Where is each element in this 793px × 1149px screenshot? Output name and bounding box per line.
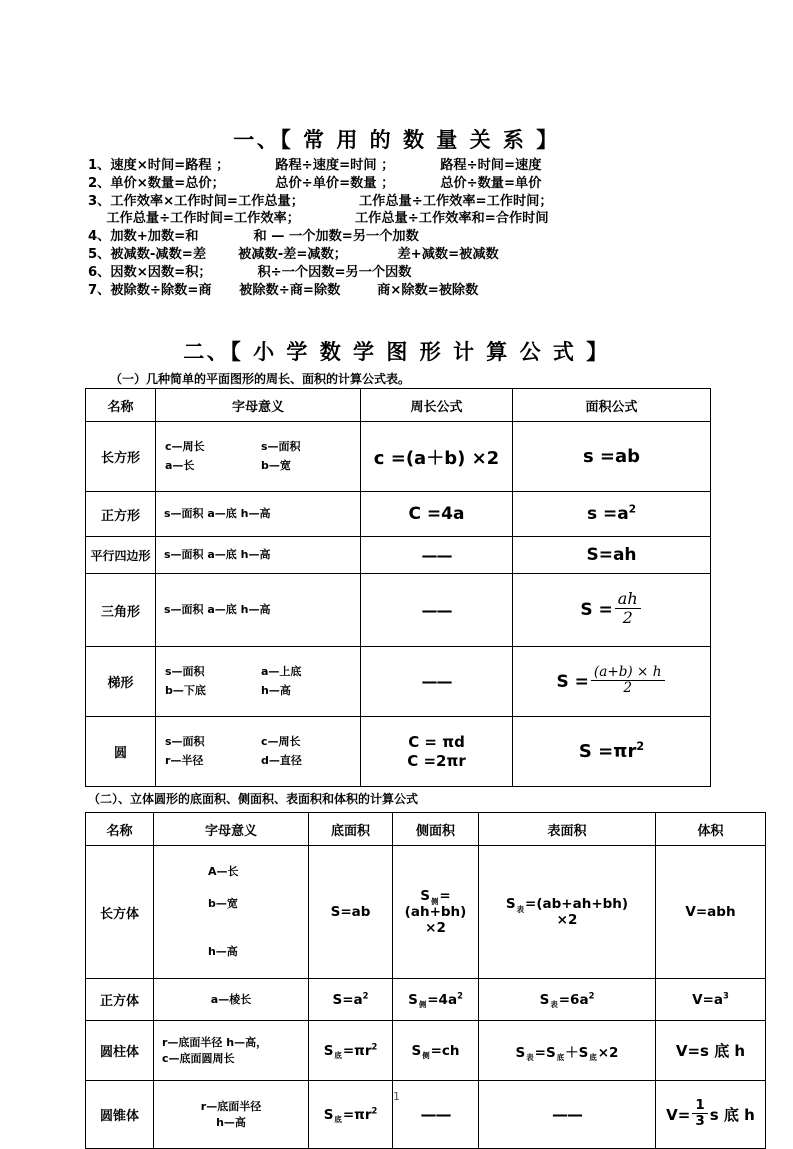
base-area-base: S=a bbox=[332, 991, 363, 1008]
side-area-formula bbox=[393, 979, 479, 1021]
fraction-denominator: 3 bbox=[695, 1112, 705, 1129]
table-2-caption: （二）、立体圆形的底面积、侧面积、表面积和体积的计算公式 bbox=[88, 792, 419, 806]
plane-figure-formula-table bbox=[85, 388, 711, 787]
subscript-surface: 表 bbox=[516, 904, 525, 914]
surface-symbol: S bbox=[505, 896, 516, 912]
surface-expression: =(ab+ah+bh) bbox=[525, 896, 629, 912]
table-header-row bbox=[86, 813, 766, 846]
table-row bbox=[86, 717, 711, 787]
perimeter-line-1: C = πd bbox=[408, 732, 465, 751]
solid-name: 长方体 bbox=[86, 846, 154, 979]
fraction-denominator: 2 bbox=[623, 679, 633, 696]
surface-area-formula: —— bbox=[479, 1081, 656, 1149]
surface-expression: =S bbox=[534, 1044, 556, 1061]
volume-base: V=a bbox=[692, 991, 724, 1008]
volume-rest: s 底 h bbox=[709, 1106, 755, 1124]
side-expression: =ch bbox=[430, 1042, 460, 1059]
letter-meaning-cell bbox=[154, 1021, 309, 1081]
table-row bbox=[86, 574, 711, 647]
subscript-side: 侧 bbox=[422, 1051, 430, 1061]
surface-expression-2: ＋S bbox=[565, 1044, 589, 1061]
table-row bbox=[86, 537, 711, 574]
volume-lhs: V= bbox=[666, 1105, 691, 1124]
letter-meaning-cell bbox=[156, 422, 361, 492]
relation-line: 1、速度×时间=路程 ； 路程÷速度=时间 ； 路程÷时间=速度 bbox=[88, 158, 542, 173]
column-header-volume: 体积 bbox=[656, 813, 766, 846]
perimeter-formula: —— bbox=[361, 574, 513, 647]
meaning-item: h—高 bbox=[207, 945, 238, 958]
subscript-side: 侧 bbox=[431, 896, 439, 906]
meaning-item: A—长 bbox=[207, 865, 239, 878]
perimeter-formula: —— bbox=[361, 537, 513, 574]
side-symbol: S bbox=[420, 888, 430, 904]
side-expression: =4a bbox=[427, 991, 458, 1008]
base-area-formula: S=ab bbox=[309, 846, 393, 979]
meaning-item: s—面积 a—底 h—高 bbox=[164, 548, 271, 561]
area-formula: S=ah bbox=[513, 537, 711, 574]
fraction bbox=[591, 665, 665, 697]
section-2-title: 二、【 小 学 数 学 图 形 计 算 公 式 】 bbox=[183, 340, 610, 364]
subscript-base: 底 bbox=[334, 1115, 342, 1125]
letter-meaning-cell bbox=[154, 846, 309, 979]
table-row bbox=[86, 979, 766, 1021]
meaning-item: b—宽 bbox=[261, 459, 291, 472]
exponent: 2 bbox=[636, 740, 645, 753]
meaning-item: s—面积 bbox=[261, 440, 301, 453]
relation-line: 5、被减数-减数=差 被减数-差=减数； 差+减数=被减数 bbox=[88, 246, 499, 262]
surface-area-formula bbox=[479, 979, 656, 1021]
figure-name: 平行四边形 bbox=[86, 537, 156, 574]
surface-symbol: S bbox=[515, 1044, 526, 1061]
meaning-item: s—面积 a—底 h—高 bbox=[164, 603, 271, 616]
fraction-numerator: ah bbox=[615, 590, 641, 609]
volume-formula: V=abh bbox=[656, 846, 766, 979]
meaning-line-1: r—底面半径 bbox=[200, 1099, 262, 1113]
letter-meaning-cell bbox=[156, 537, 361, 574]
figure-name: 梯形 bbox=[86, 647, 156, 717]
perimeter-line-2: C =2πr bbox=[407, 751, 466, 770]
perimeter-formula: —— bbox=[361, 647, 513, 717]
relation-line: 4、加数+加数=和 和 — 一个加数=另一个加数 bbox=[88, 229, 419, 245]
relation-line: 3、工作效率×工作时间=工作总量； 工作总量÷工作效率=工作时间； bbox=[88, 193, 553, 209]
letter-meaning-cell bbox=[156, 492, 361, 537]
perimeter-formula: C =4a bbox=[361, 492, 513, 537]
subscript-base-2: 底 bbox=[589, 1053, 597, 1063]
table-1-caption: （一）几种简单的平面图形的周长、面积的计算公式表。 bbox=[110, 372, 411, 386]
relation-line: 工作总量÷工作时间=工作效率； 工作总量÷工作效率和=合作时间 bbox=[88, 211, 549, 227]
solid-name: 圆柱体 bbox=[86, 1021, 154, 1081]
column-header-side-area: 侧面积 bbox=[393, 813, 479, 846]
area-formula bbox=[513, 647, 711, 717]
side-symbol: S bbox=[411, 1042, 422, 1059]
subscript-base: 底 bbox=[334, 1051, 342, 1061]
exponent: 2 bbox=[628, 503, 637, 516]
area-base: s =a bbox=[586, 504, 629, 524]
column-header-surface-area: 表面积 bbox=[479, 813, 656, 846]
exponent: 2 bbox=[362, 990, 369, 1000]
letter-meaning-cell bbox=[156, 647, 361, 717]
table-header-row bbox=[86, 389, 711, 422]
subscript-base-1: 底 bbox=[556, 1053, 565, 1063]
side-expression: =(ah+bh) ×2 bbox=[404, 888, 467, 936]
surface-expression-3: ×2 bbox=[597, 1044, 619, 1061]
base-expression: =πr bbox=[342, 1106, 372, 1123]
base-area-formula bbox=[309, 1021, 393, 1081]
section-1-title: 一、【 常 用 的 数 量 关 系 】 bbox=[233, 128, 560, 152]
exponent: 2 bbox=[371, 1041, 378, 1051]
surface-line-2: ×2 bbox=[556, 912, 578, 928]
perimeter-formula bbox=[361, 717, 513, 787]
subscript-surface: 表 bbox=[550, 1000, 558, 1010]
side-area-formula bbox=[393, 1021, 479, 1081]
relation-line: 6、因数×因数=积； 积÷一个因数=另一个因数 bbox=[88, 264, 412, 280]
side-area-formula: —— bbox=[393, 1081, 479, 1149]
meaning-item: r—半径 bbox=[165, 754, 204, 767]
page-number: 1 bbox=[393, 1090, 400, 1103]
area-lhs: S = bbox=[580, 599, 613, 620]
meaning-item: a—上底 bbox=[261, 665, 302, 678]
solid-name: 圆锥体 bbox=[86, 1081, 154, 1149]
area-formula bbox=[513, 717, 711, 787]
side-symbol: S bbox=[408, 991, 418, 1008]
area-formula: s =ab bbox=[513, 422, 711, 492]
meaning-item: s—面积 a—底 h—高 bbox=[164, 507, 271, 520]
area-lhs: S = bbox=[556, 671, 589, 692]
relation-line: 2、单价×数量=总价； 总价÷单价=数量 ； 总价÷数量=单价 bbox=[88, 175, 542, 191]
letter-meaning-cell bbox=[156, 717, 361, 787]
meaning-line-2: h—高 bbox=[216, 1115, 246, 1129]
meaning-item: d—直径 bbox=[261, 754, 302, 767]
fraction-numerator: (a+b) × h bbox=[591, 665, 665, 681]
quantity-relations-list bbox=[88, 157, 748, 299]
column-header-base-area: 底面积 bbox=[309, 813, 393, 846]
table-row bbox=[86, 492, 711, 537]
table-row bbox=[86, 422, 711, 492]
perimeter-formula: c =(a＋b) ×2 bbox=[361, 422, 513, 492]
fraction-numerator: 1 bbox=[692, 1098, 707, 1114]
base-symbol: S bbox=[323, 1106, 334, 1123]
subscript-side: 侧 bbox=[418, 1000, 427, 1010]
letter-meaning-cell bbox=[156, 574, 361, 647]
meaning-item: b—宽 bbox=[207, 897, 238, 910]
meaning-item: s—面积 bbox=[165, 735, 205, 748]
surface-expression: =6a bbox=[558, 991, 589, 1008]
subscript-surface: 表 bbox=[526, 1053, 534, 1063]
volume-formula bbox=[656, 979, 766, 1021]
side-area-formula bbox=[393, 846, 479, 979]
meaning-item: c—周长 bbox=[261, 735, 301, 748]
base-symbol: S bbox=[323, 1042, 334, 1059]
exponent: 2 bbox=[588, 990, 595, 1000]
figure-name: 长方形 bbox=[86, 422, 156, 492]
column-header-letter-meaning: 字母意义 bbox=[154, 813, 309, 846]
column-header-area: 面积公式 bbox=[513, 389, 711, 422]
volume-formula: V=s 底 h bbox=[656, 1021, 766, 1081]
area-formula bbox=[513, 492, 711, 537]
column-header-letter-meaning: 字母意义 bbox=[156, 389, 361, 422]
column-header-name: 名称 bbox=[86, 389, 156, 422]
figure-name: 三角形 bbox=[86, 574, 156, 647]
meaning-item: b—下底 bbox=[165, 684, 206, 697]
meaning-item: a—长 bbox=[165, 459, 195, 472]
surface-symbol: S bbox=[539, 991, 550, 1008]
figure-name: 正方形 bbox=[86, 492, 156, 537]
area-formula bbox=[513, 574, 711, 647]
base-expression: =πr bbox=[342, 1042, 372, 1059]
table-row bbox=[86, 647, 711, 717]
exponent: 3 bbox=[723, 990, 729, 1000]
exponent: 2 bbox=[457, 990, 463, 1000]
surface-area-formula bbox=[479, 846, 656, 979]
meaning-item: h—高 bbox=[261, 684, 291, 697]
column-header-perimeter: 周长公式 bbox=[361, 389, 513, 422]
base-area-formula bbox=[309, 979, 393, 1021]
fraction bbox=[615, 590, 641, 627]
column-header-name: 名称 bbox=[86, 813, 154, 846]
surface-area-formula bbox=[479, 1021, 656, 1081]
figure-name: 圆 bbox=[86, 717, 156, 787]
meaning-line-2: c—底面圆周长 bbox=[162, 1051, 235, 1065]
fraction-denominator: 2 bbox=[622, 608, 633, 628]
table-row bbox=[86, 846, 766, 979]
exponent: 2 bbox=[371, 1105, 378, 1115]
letter-meaning-cell bbox=[154, 979, 309, 1021]
meaning-item: s—面积 bbox=[165, 665, 205, 678]
meaning-item: a—棱长 bbox=[210, 992, 252, 1006]
meaning-item: c—周长 bbox=[165, 440, 205, 453]
solid-name: 正方体 bbox=[86, 979, 154, 1021]
table-row bbox=[86, 1021, 766, 1081]
area-base: S =πr bbox=[578, 741, 637, 762]
relation-line: 7、被除数÷除数=商 被除数÷商=除数 商×除数=被除数 bbox=[88, 282, 479, 298]
meaning-line-1: r—底面半径 h—高， bbox=[162, 1035, 268, 1049]
